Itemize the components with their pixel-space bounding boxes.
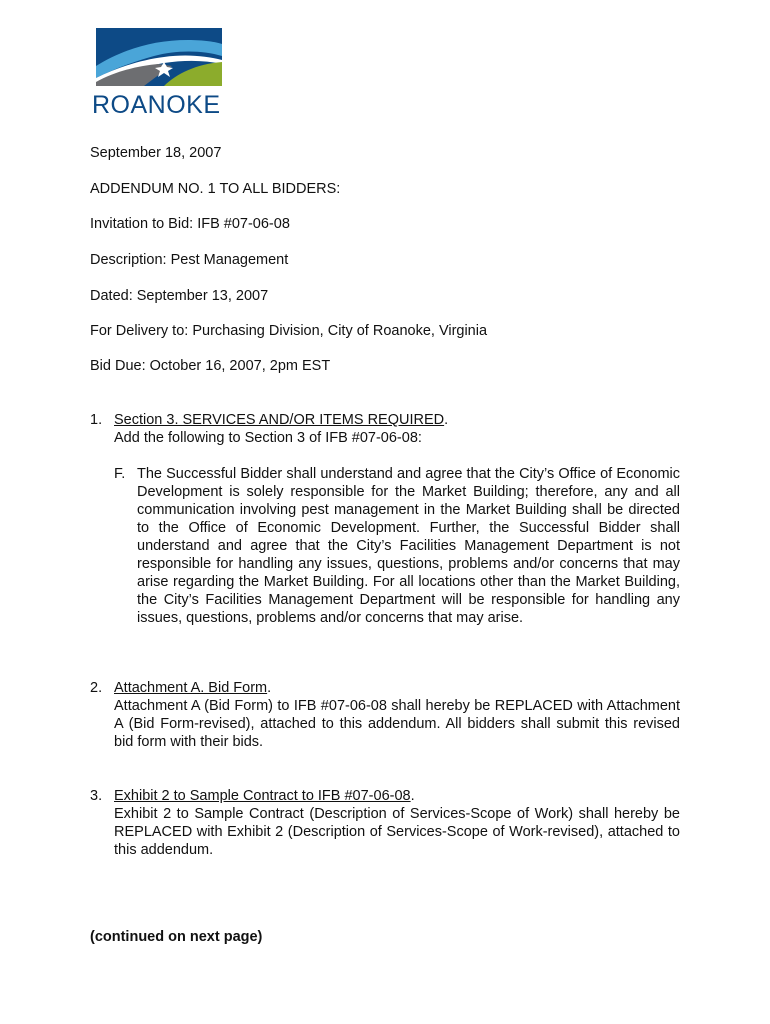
delivery-line: For Delivery to: Purchasing Division, City of Roanoke, Virginia bbox=[90, 323, 488, 339]
item-title-text: Attachment A. Bid Form bbox=[114, 680, 268, 696]
roanoke-logo bbox=[92, 26, 226, 122]
item-title-text: Exhibit 2 to Sample Contract to IFB #07-06-08 bbox=[114, 788, 411, 804]
item-title-suffix: . bbox=[410, 788, 415, 804]
item-body: Attachment A (Bid Form) to IFB #07-06-08 shall hereby be REPLACED with Attachment A (Bid Form-revised), attached to this addendum. All bidders shall submit this revised bid form with their bids. bbox=[114, 698, 680, 750]
sub-item-letter: F. bbox=[114, 466, 126, 482]
letter-date: September 18, 2007 bbox=[90, 145, 222, 161]
item-title bbox=[114, 679, 271, 697]
invitation-to-bid: Invitation to Bid: IFB #07-06-08 bbox=[90, 216, 290, 232]
addendum-heading: ADDENDUM NO. 1 TO ALL BIDDERS: bbox=[90, 181, 341, 197]
bid-description: Description: Pest Management bbox=[90, 252, 289, 268]
roanoke-logo-mark bbox=[92, 26, 226, 92]
item-title-text: Section 3. SERVICES AND/OR ITEMS REQUIRED bbox=[114, 412, 445, 428]
item-body: Exhibit 2 to Sample Contract (Description of Services-Scope of Work) shall hereby be REPLACED with Exhibit 2 (Description of Services-Scope of Work-revised), attached to this addendum. bbox=[114, 806, 680, 858]
item-number: 1. bbox=[90, 412, 103, 428]
logo-wordmark: ROANOKE bbox=[92, 91, 221, 119]
item-title bbox=[114, 787, 415, 805]
bid-due-line: Bid Due: October 16, 2007, 2pm EST bbox=[90, 358, 331, 374]
item-title-suffix: . bbox=[444, 412, 449, 428]
item-title-suffix: . bbox=[267, 680, 272, 696]
item-number: 3. bbox=[90, 788, 103, 804]
dated-line: Dated: September 13, 2007 bbox=[90, 288, 269, 304]
continued-note: (continued on next page) bbox=[90, 929, 263, 945]
item-body: Add the following to Section 3 of IFB #07-06-08: bbox=[114, 430, 422, 446]
item-number: 2. bbox=[90, 680, 103, 696]
sub-item-text: The Successful Bidder shall understand and agree that the City’s Office of Economic Development is solely responsible for the Market Building; therefore, any and all communication involving pest management in the Market Building shall be directed to the Office of Economic Development. Further, the Successful Bidder shall understand and agree that the City’s Facilities Management Department is not responsible for handling any issues, questions, problems and/or concerns that may arise regarding the Market Building. For all locations other than the Market Building, the City’s Facilities Management Department will be responsible for handling any issues, questions, problems and/or concerns that may arise. bbox=[137, 466, 680, 626]
item-title bbox=[114, 411, 448, 429]
